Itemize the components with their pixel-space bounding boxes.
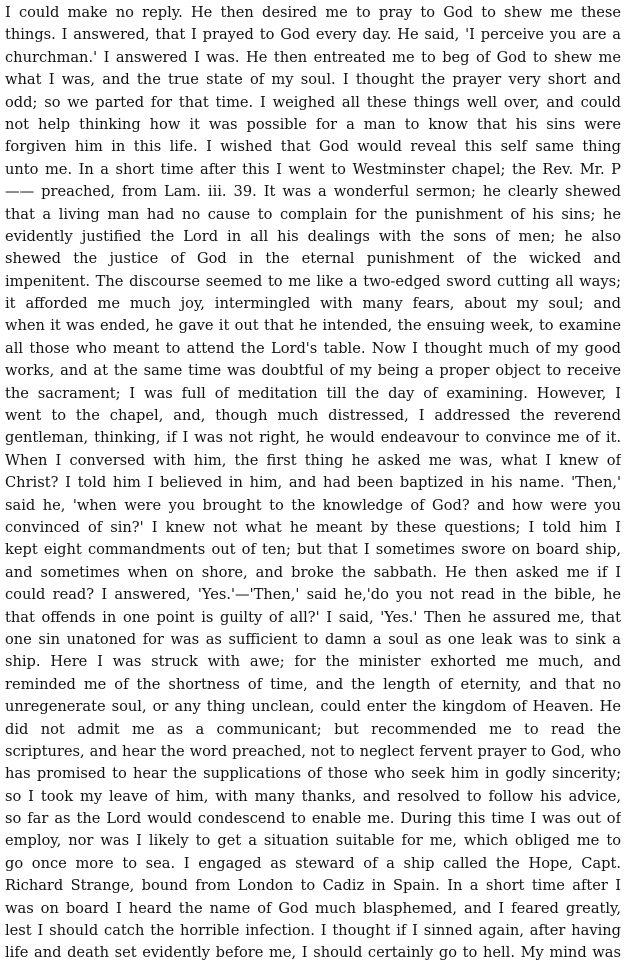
text-line: convinced of sin?' I knew not what he meant by these questions; I told him I bbox=[5, 518, 621, 536]
text-line: has promised to hear the supplications of those who seek him in godly sincerity; bbox=[5, 765, 621, 783]
text-line: was on board I heard the name of God much blasphemed, and I feared greatly, bbox=[5, 899, 621, 917]
text-line: said he, 'when were you brought to the knowledge of God? and how were you bbox=[5, 496, 621, 514]
text-line: When I conversed with him, the first thing he asked me was, what I knew of bbox=[5, 451, 621, 469]
text-line: all those who meant to attend the Lord's table. Now I thought much of my good bbox=[5, 339, 621, 357]
text-line: evidently justified the Lord in all his dealings with the sons of men; he also bbox=[5, 227, 621, 245]
text-line: so far as the Lord would condescend to enable me. During this time I was out of bbox=[5, 810, 621, 828]
document-page bbox=[5, 2, 621, 965]
text-line: I could make no reply. He then desired me to pray to God to shew me these bbox=[5, 4, 621, 21]
text-line: it afforded me much joy, intermingled with many fears, about my soul; and bbox=[5, 295, 621, 313]
text-line: unregenerate soul, or any thing unclean, could enter the kingdom of Heaven. He bbox=[5, 698, 621, 716]
text-line: did not admit me as a communicant; but recommended me to read the bbox=[5, 720, 621, 738]
text-line: Christ? I told him I believed in him, and had been baptized in his name. 'Then,' bbox=[5, 474, 621, 492]
text-line: ship. Here I was struck with awe; for the minister exhorted me much, and bbox=[5, 653, 621, 671]
text-line: so I took my leave of him, with many thanks, and resolved to follow his advice, bbox=[5, 787, 621, 805]
text-line: shewed the justice of God in the eternal punishment of the wicked and bbox=[5, 250, 621, 268]
text-line: go once more to sea. I engaged as steward of a ship called the Hope, Capt. bbox=[5, 854, 621, 872]
text-line: employ, nor was I likely to get a situation suitable for me, which obliged me to bbox=[5, 832, 621, 850]
text-line: life and death set evidently before me, I should certainly go to hell. My mind was bbox=[5, 944, 621, 962]
text-line: the sacrament; I was full of meditation till the day of examining. However, I bbox=[5, 384, 621, 402]
text-line: not help thinking how it was possible for a man to know that his sins were bbox=[5, 115, 621, 133]
text-line: that a living man had no cause to complain for the punishment of his sins; he bbox=[5, 205, 621, 223]
text-line: churchman.' I answered I was. He then entreated me to beg of God to shew me bbox=[5, 48, 621, 66]
text-line: lest I should catch the horrible infection. I thought if I sinned again, after having bbox=[5, 922, 621, 940]
text-line: odd; so we parted for that time. I weighed all these things well over, and could bbox=[5, 93, 621, 111]
text-line: Richard Strange, bound from London to Cadiz in Spain. In a short time after I bbox=[5, 877, 621, 895]
text-line: went to the chapel, and, though much distressed, I addressed the reverend bbox=[5, 407, 621, 425]
text-line: and sometimes when on shore, and broke the sabbath. He then asked me if I bbox=[5, 563, 621, 581]
text-line: what I was, and the true state of my soul. I thought the prayer very short and bbox=[5, 71, 621, 89]
text-line: reminded me of the shortness of time, and the length of eternity, and that no bbox=[5, 675, 621, 693]
text-line: gentleman, thinking, if I was not right, he would endeavour to convince me of it. bbox=[5, 429, 621, 447]
text-line: impenitent. The discourse seemed to me like a two-edged sword cutting all ways; bbox=[5, 272, 621, 290]
text-line: unto me. In a short time after this I went to Westminster chapel; the Rev. Mr. P bbox=[5, 160, 621, 178]
text-line: scriptures, and hear the word preached, not to neglect fervent prayer to God, who bbox=[5, 742, 621, 760]
text-line: kept eight commandments out of ten; but that I sometimes swore on board ship, bbox=[5, 541, 621, 559]
text-line: when it was ended, he gave it out that he intended, the ensuing week, to examine bbox=[5, 317, 621, 335]
text-line: forgiven him in this life. I wished that God would reveal this self same thing bbox=[5, 138, 621, 156]
text-line: things. I answered, that I prayed to God every day. He said, 'I perceive you are a bbox=[5, 26, 621, 44]
text-line: one sin unatoned for was as sufficient to damn a soul as one leak was to sink a bbox=[5, 630, 621, 648]
text-line: could read? I answered, 'Yes.'—'Then,' said he,'do you not read in the bible, he bbox=[5, 586, 621, 604]
text-line: that offends in one point is guilty of all?' I said, 'Yes.' Then he assured me, that bbox=[5, 608, 621, 626]
text-line: —— preached, from Lam. iii. 39. It was a wonderful sermon; he clearly shewed bbox=[5, 183, 621, 201]
text-line: works, and at the same time was doubtful of my being a proper object to receive bbox=[5, 362, 621, 380]
